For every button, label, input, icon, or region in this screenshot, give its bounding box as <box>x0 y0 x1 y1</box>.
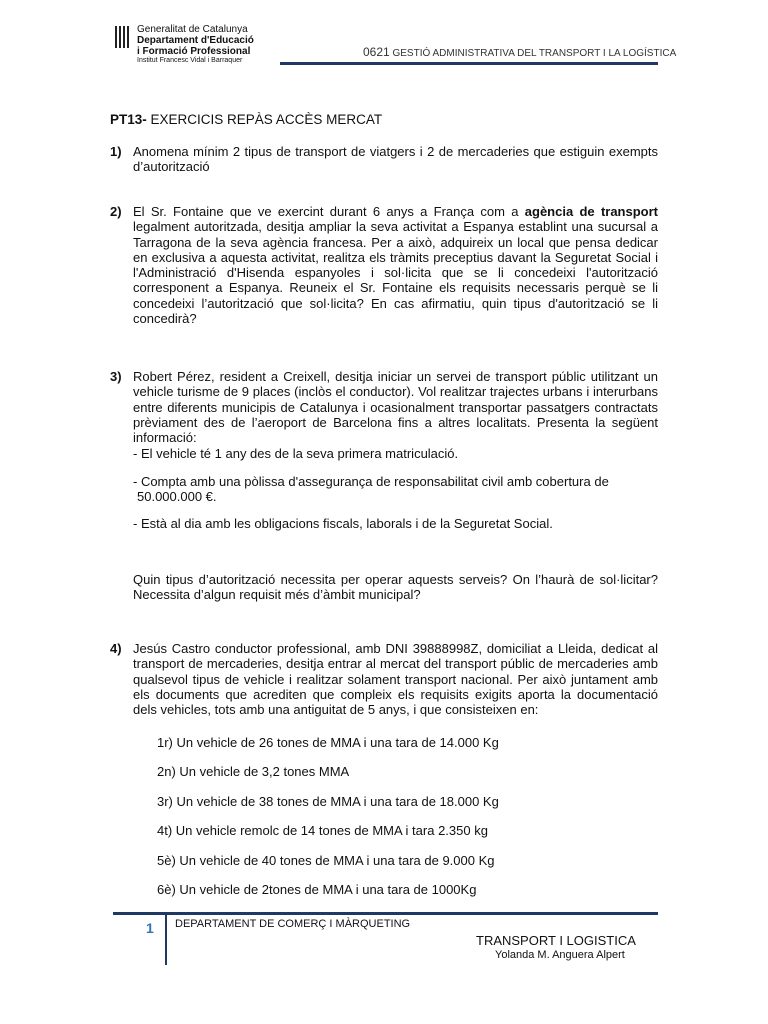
question-1-text: Anomena mínim 2 tipus de transport de viatgers i 2 de mercaderies que estiguin exempts d’autorització <box>133 144 658 175</box>
course-name: GESTIÓ ADMINISTRATIVA DEL TRANSPORT I LA LOGÍSTICA <box>392 48 677 59</box>
question-3-item-1: - El vehicle té 1 any des de la seva primera matriculació. <box>133 446 459 461</box>
vehicle-item: 2n) Un vehicle de 3,2 tones MMA <box>157 764 350 779</box>
vehicle-item: 6è) Un vehicle de 2tones de MMA i una tara de 1000Kg <box>157 882 477 897</box>
question-2-text-a: El Sr. Fontaine que ve exercint durant 6 anys a França com a <box>133 204 525 219</box>
question-3-intro: Robert Pérez, resident a Creixell, desitja iniciar un servei de transport públic utilitzant un vehicle turisme de 9 places (inclòs el conductor). Vol realitzar trajectes urbans i interurbans entre diferents municipis de Catalunya i ocasionalment transportar passatgers contractats prèviament des de l’aeroport de Barcelona fins a altres localitats. Presenta la següent informació: <box>133 369 658 446</box>
logo-line-3: i Formació Professional <box>137 46 251 57</box>
question-4-intro: Jesús Castro conductor professional, amb DNI 39888998Z, domiciliat a Lleida, dedicat al transport de mercaderies, desitja entrar al mercat del transport públic de mercaderies amb qualsevol tipus de vehicle i realitzar solament transport nacional. Per això juntament amb els documents que acrediten que compleix els requisits exigits aporta la documentació dels vehicles, tots amb una antiguitat de 5 anys, i que consisteixen en: <box>133 641 658 718</box>
header-course-title <box>363 45 676 59</box>
title-code: PT13- <box>110 112 147 127</box>
question-4-number: 4) <box>110 641 122 656</box>
footer-subject: TRANSPORT I LOGISTICA <box>476 933 636 948</box>
vehicle-item: 1r) Un vehicle de 26 tones de MMA i una tara de 14.000 Kg <box>157 735 499 750</box>
footer-vertical-divider <box>165 915 167 965</box>
course-code: 0621 <box>363 45 390 59</box>
question-3-item-2a: - Compta amb una pòlissa d'assegurança de responsabilitat civil amb cobertura de <box>133 474 609 489</box>
question-2-text <box>133 204 658 326</box>
page-title <box>110 112 382 127</box>
vehicle-item: 4t) Un vehicle remolc de 14 tones de MMA i tara 2.350 kg <box>157 823 488 838</box>
generalitat-emblem-icon <box>115 26 131 48</box>
logo-line-4: Institut Francesc Vidal i Barraquer <box>137 57 243 64</box>
question-1-number: 1) <box>110 144 122 159</box>
question-3-item-2b: 50.000.000 €. <box>137 489 217 504</box>
logo-line-1: Generalitat de Catalunya <box>137 24 248 35</box>
footer-department: DEPARTAMENT DE COMERÇ I MÀRQUETING <box>175 918 411 930</box>
vehicle-item: 3r) Un vehicle de 38 tones de MMA i una tara de 18.000 Kg <box>157 794 499 809</box>
question-3-question: Quin tipus d’autorització necessita per operar aquests serveis? On l’haurà de sol·licitar? Necessita d’algun requisit més d’àmbit municipal? <box>133 572 658 603</box>
footer-divider <box>113 912 658 915</box>
question-3-number: 3) <box>110 369 122 384</box>
institution-logo <box>115 22 275 64</box>
title-text: EXERCICIS REPÀS ACCÈS MERCAT <box>150 112 383 127</box>
page-number: 1 <box>146 920 154 936</box>
header-divider <box>280 62 658 65</box>
vehicle-item: 5è) Un vehicle de 40 tones de MMA i una tara de 9.000 Kg <box>157 853 495 868</box>
question-2-text-b: legalment autoritzada, desitja ampliar la seva activitat a Espanya establint una sucursal a Tarragona de la seva agència francesa. Per a això, adquireix un local que pensa dedicar en exclusiva a aquesta activitat, realitza els tràmits preceptius davant la Seguretat Social i l'Administració d'Hisenda espanyoles i sol·licita que se li concedeixi l'autorització corresponent a Espanya. Reuneix el Sr. Fontaine els requisits necessaris perquè se li concedeixi l’autorització que sol·licita? En cas afirmatiu, quin tipus d'autorització se li concedirà? <box>133 219 658 327</box>
question-2-bold-term: agència de transport <box>524 204 659 219</box>
logo-line-2: Departament d'Educació <box>137 35 254 46</box>
question-2-number: 2) <box>110 204 122 219</box>
footer-author: Yolanda M. Anguera Alpert <box>495 949 625 961</box>
question-3-item-3: - Està al dia amb les obligacions fiscals, laborals i de la Seguretat Social. <box>133 516 553 531</box>
